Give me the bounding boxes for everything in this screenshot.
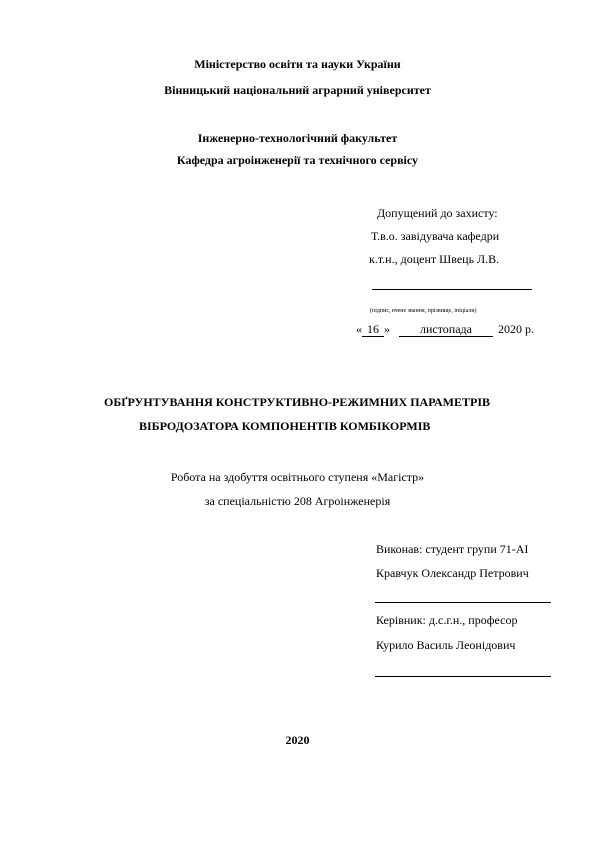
admitted-label: Допущений до захисту: bbox=[377, 206, 498, 220]
date-day: 16 bbox=[362, 323, 384, 337]
document-year: 2020 bbox=[285, 733, 310, 747]
ministry-name: Міністерство освіти та науки України bbox=[194, 57, 401, 71]
author-name: Кравчук Олександр Петрович bbox=[376, 566, 529, 580]
thesis-title-line-2: ВІБРОДОЗАТОРА КОМПОНЕНТІВ КОМБІКОРМІВ bbox=[139, 419, 431, 433]
head-person: к.т.н., доцент Швець Л.В. bbox=[369, 252, 500, 266]
date-month: листопада bbox=[399, 323, 493, 337]
approval-date bbox=[356, 323, 534, 337]
author-signature-line bbox=[375, 602, 551, 603]
date-year: 2020 р. bbox=[498, 322, 534, 336]
signature-line bbox=[372, 289, 532, 290]
supervisor-signature-line bbox=[375, 676, 551, 677]
university-name: Вінницький національний аграрний університет bbox=[164, 83, 431, 97]
head-role: Т.в.о. завідувача кафедри bbox=[371, 229, 500, 243]
date-open-quote: « bbox=[356, 322, 362, 336]
specialty-text: за спеціальністю 208 Агроінженерія bbox=[204, 494, 391, 508]
faculty-name: Інженерно-технологічний факультет bbox=[197, 131, 398, 145]
thesis-title-line-1: ОБҐРУНТУВАННЯ КОНСТРУКТИВНО-РЕЖИМНИХ ПАРАМЕТРІВ bbox=[104, 395, 491, 409]
supervisor-label: Керівник: д.с.г.н., професор bbox=[376, 613, 518, 627]
supervisor-name: Курило Василь Леонідович bbox=[376, 638, 516, 652]
author-label: Виконав: студент групи 71-АІ bbox=[376, 542, 529, 556]
signature-caption: (підпис, вчене звання, прізвище, ініціали) bbox=[370, 308, 477, 314]
degree-text: Робота на здобуття освітнього ступеня «Магістр» bbox=[170, 470, 425, 484]
date-close-quote: » bbox=[384, 322, 390, 336]
department-name: Кафедра агроінженерії та технічного сервісу bbox=[176, 153, 419, 167]
